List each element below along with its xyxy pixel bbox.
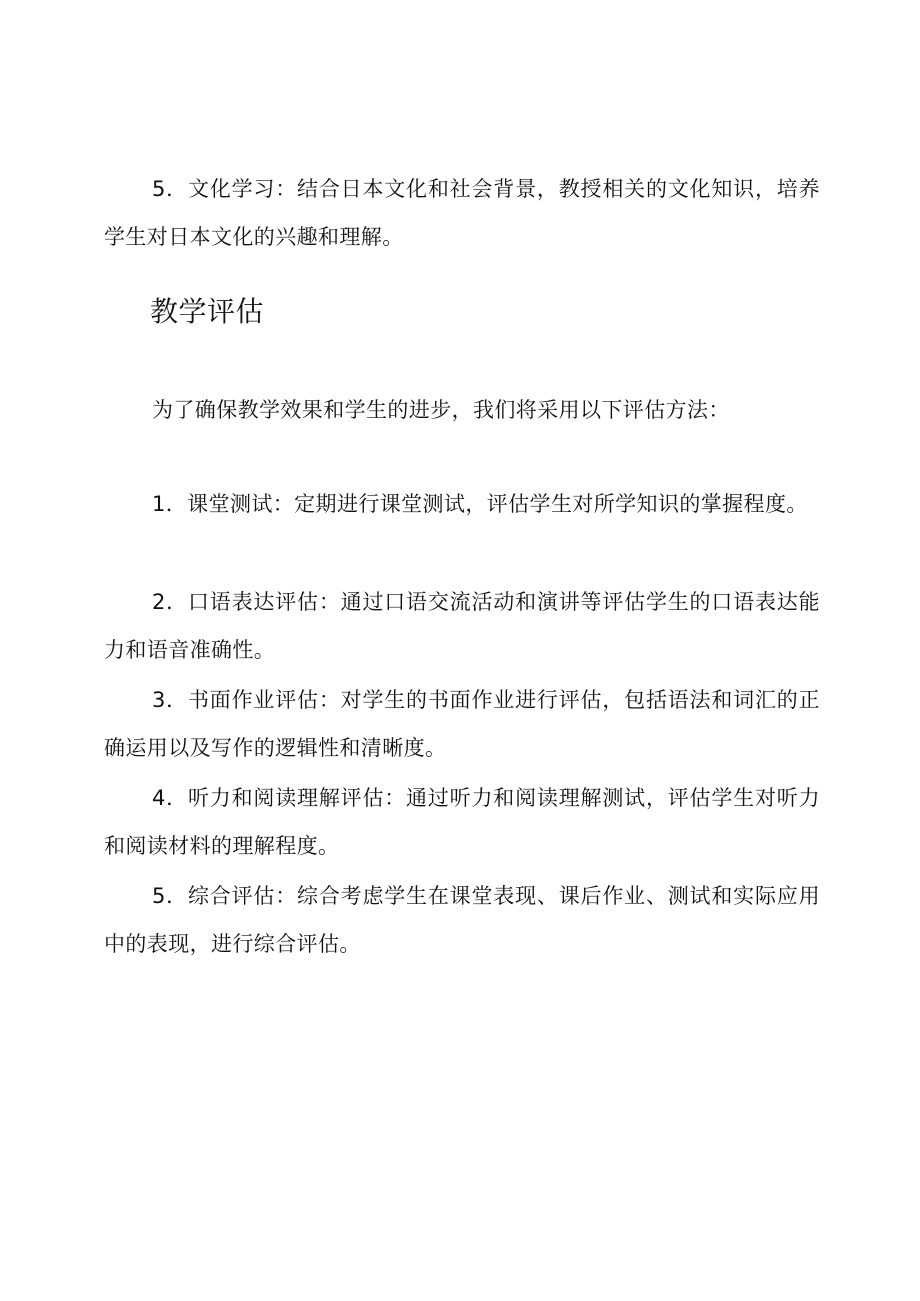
section-heading: 教学评估 (150, 295, 265, 328)
list-item-listening-reading-assessment: 4．听力和阅读理解评估：通过听力和阅读理解测试，评估学生对听力和阅读材料的理解程度。 (104, 786, 820, 858)
list-item-written-assessment: 3．书面作业评估：对学生的书面作业进行评估，包括语法和词汇的正确运用以及写作的逻辑性和清晰度。 (104, 688, 820, 760)
section-intro: 为了确保教学效果和学生的进步，我们将采用以下评估方法： (152, 398, 730, 422)
list-item-oral-assessment: 2．口语表达评估：通过口语交流活动和演讲等评估学生的口语表达能力和语音准确性。 (104, 590, 820, 662)
list-item-class-test: 1．课堂测试：定期进行课堂测试，评估学生对所学知识的掌握程度。 (152, 492, 808, 516)
paragraph-culture-learning: 5．文化学习：结合日本文化和社会背景，教授相关的文化知识，培养学生对日本文化的兴趣和理解。 (104, 177, 820, 249)
list-item-comprehensive-assessment: 5．综合评估：综合考虑学生在课堂表现、课后作业、测试和实际应用中的表现，进行综合评估。 (104, 884, 820, 956)
